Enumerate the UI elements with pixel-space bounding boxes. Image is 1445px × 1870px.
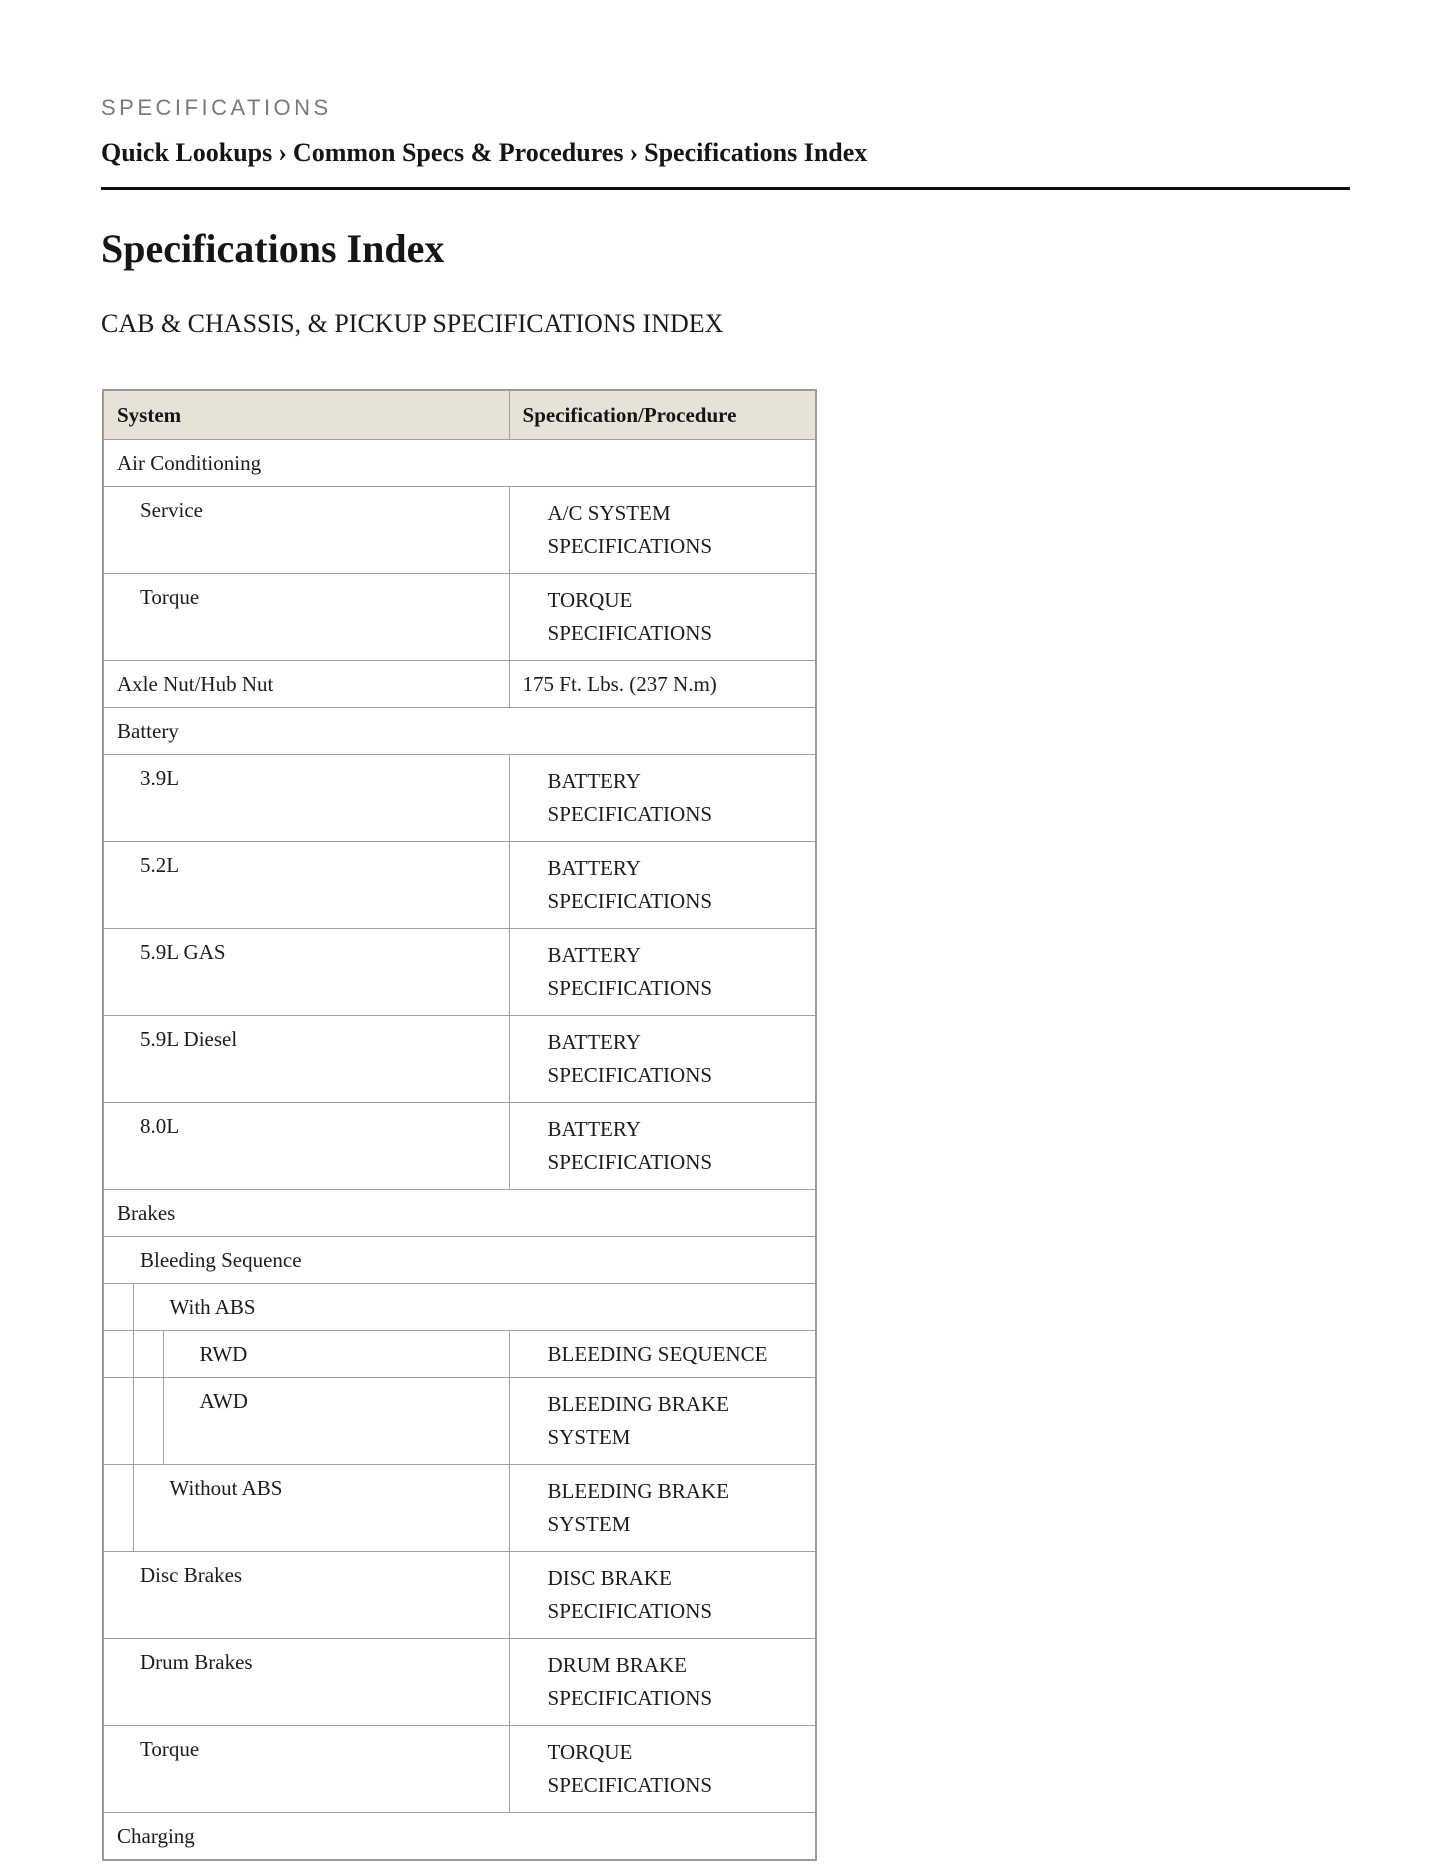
table-row	[103, 1331, 816, 1378]
group-air-conditioning: Air Conditioning	[103, 440, 816, 487]
group-charging: Charging	[103, 1813, 816, 1861]
spec-link[interactable]: BATTERY SPECIFICATIONS	[547, 1030, 713, 1087]
column-header-specification: Specification/Procedure	[509, 390, 816, 440]
table-row	[103, 842, 816, 929]
system-cell: 3.9L	[103, 755, 509, 842]
system-cell: 5.9L GAS	[103, 929, 509, 1016]
specifications-table	[102, 389, 817, 1861]
indent-cell	[133, 1331, 163, 1378]
spec-link[interactable]: BATTERY SPECIFICATIONS	[547, 943, 713, 1000]
system-cell: RWD	[163, 1331, 509, 1378]
table-row	[103, 1016, 816, 1103]
system-cell: 5.9L Diesel	[103, 1016, 509, 1103]
breadcrumb-current: Specifications Index	[644, 138, 868, 167]
spec-cell	[509, 1103, 816, 1190]
spec-link[interactable]: DRUM BRAKE SPECIFICATIONS	[547, 1653, 713, 1710]
column-header-system: System	[103, 390, 509, 440]
spec-cell	[509, 1378, 816, 1465]
system-cell: AWD	[163, 1378, 509, 1465]
indent-cell	[103, 1465, 133, 1552]
header-divider	[101, 187, 1350, 190]
breadcrumb-common-specs[interactable]: Common Specs & Procedures	[292, 138, 624, 167]
indent-cell	[133, 1378, 163, 1465]
spec-cell	[509, 487, 816, 574]
spec-cell	[509, 755, 816, 842]
spec-link[interactable]: TORQUE SPECIFICATIONS	[547, 588, 713, 645]
subgroup-bleeding-sequence: Bleeding Sequence	[103, 1237, 816, 1284]
indent-cell	[103, 1331, 133, 1378]
spec-link[interactable]: BATTERY SPECIFICATIONS	[547, 1117, 713, 1174]
index-subtitle: CAB & CHASSIS, & PICKUP SPECIFICATIONS INDEX	[101, 309, 724, 338]
table-row	[103, 1726, 816, 1813]
system-cell: Drum Brakes	[103, 1639, 509, 1726]
spec-link[interactable]: BATTERY SPECIFICATIONS	[547, 856, 713, 913]
system-cell: Torque	[103, 1726, 509, 1813]
table-row	[103, 1190, 816, 1237]
breadcrumb-separator: ›	[278, 138, 287, 167]
table-row	[103, 1639, 816, 1726]
spec-cell	[509, 1552, 816, 1639]
group-brakes: Brakes	[103, 1190, 816, 1237]
spec-cell	[509, 1726, 816, 1813]
indent-cell	[103, 1378, 133, 1465]
spec-cell	[509, 1639, 816, 1726]
spec-cell	[509, 1016, 816, 1103]
spec-link[interactable]: TORQUE SPECIFICATIONS	[547, 1740, 713, 1797]
table-row	[103, 1237, 816, 1284]
table-row	[103, 1103, 816, 1190]
page-title: Specifications Index	[101, 226, 445, 271]
table-row	[103, 929, 816, 1016]
spec-link[interactable]: BLEEDING BRAKE SYSTEM	[547, 1392, 729, 1449]
breadcrumb-separator: ›	[629, 138, 639, 167]
spec-link[interactable]: DISC BRAKE SPECIFICATIONS	[547, 1566, 713, 1623]
breadcrumb	[101, 138, 867, 168]
spec-link[interactable]: BLEEDING BRAKE SYSTEM	[547, 1479, 729, 1536]
system-cell: Disc Brakes	[103, 1552, 509, 1639]
indent-cell	[103, 1284, 133, 1331]
system-cell: Without ABS	[133, 1465, 509, 1552]
system-cell: Axle Nut/Hub Nut	[103, 661, 509, 708]
system-cell: 5.2L	[103, 842, 509, 929]
spec-cell	[509, 574, 816, 661]
table-row	[103, 1465, 816, 1552]
table-row	[103, 1378, 816, 1465]
section-label: SPECIFICATIONS	[101, 95, 332, 120]
breadcrumb-quick-lookups[interactable]: Quick Lookups	[101, 138, 273, 167]
table-row	[103, 440, 816, 487]
spec-link[interactable]: BATTERY SPECIFICATIONS	[547, 769, 713, 826]
spec-link[interactable]: A/C SYSTEM SPECIFICATIONS	[547, 501, 713, 558]
table-header-row	[103, 390, 816, 440]
table-row	[103, 661, 816, 708]
table-row	[103, 755, 816, 842]
table-row	[103, 1284, 816, 1331]
spec-link[interactable]: BLEEDING SEQUENCE	[547, 1342, 768, 1366]
table-row	[103, 574, 816, 661]
group-battery: Battery	[103, 708, 816, 755]
system-cell: 8.0L	[103, 1103, 509, 1190]
spec-cell	[509, 842, 816, 929]
spec-value: 175 Ft. Lbs. (237 N.m)	[509, 661, 816, 708]
subgroup-with-abs: With ABS	[133, 1284, 816, 1331]
table-row	[103, 708, 816, 755]
table-row	[103, 487, 816, 574]
spec-cell	[509, 1465, 816, 1552]
spec-cell	[509, 929, 816, 1016]
system-cell: Service	[103, 487, 509, 574]
spec-cell	[509, 1331, 816, 1378]
system-cell: Torque	[103, 574, 509, 661]
table-row	[103, 1813, 816, 1861]
table-row	[103, 1552, 816, 1639]
